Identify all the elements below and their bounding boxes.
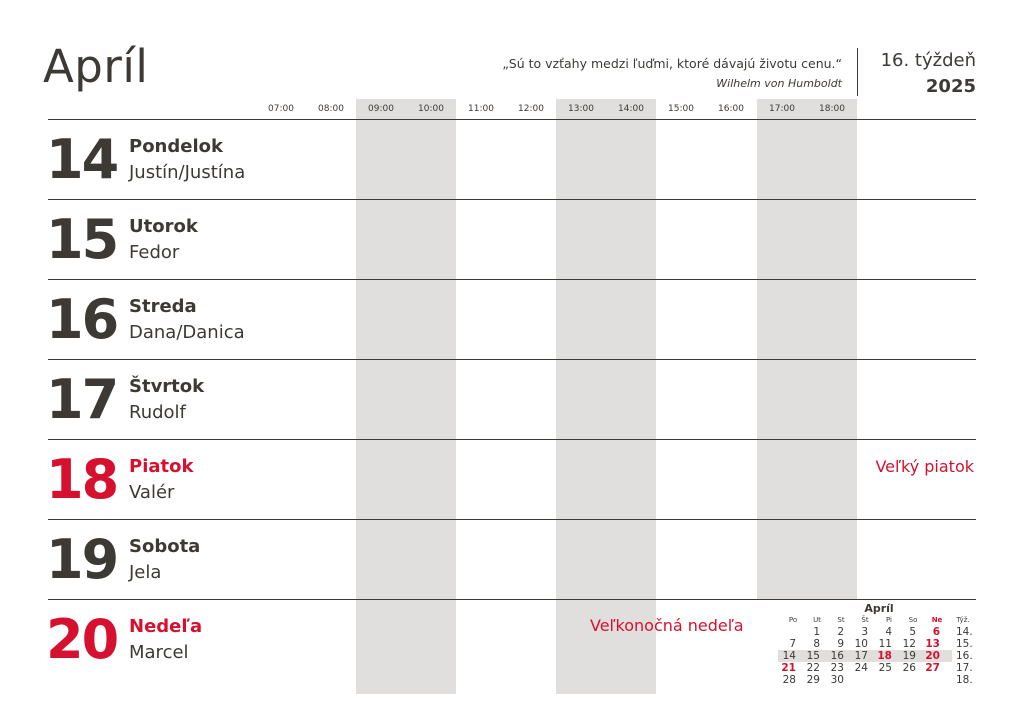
quote-author: Wilhelm von Humboldt <box>716 77 842 90</box>
day-number: 16 <box>46 288 118 351</box>
mini-day: 9 <box>837 638 844 650</box>
mini-week-number: 18. <box>956 674 973 686</box>
mini-day: 28 <box>782 674 796 686</box>
mini-day: 8 <box>813 638 820 650</box>
hour-label: 12:00 <box>518 104 544 114</box>
mini-day: 1 <box>813 626 820 638</box>
mini-day: 25 <box>878 662 892 674</box>
mini-week-number: 16. <box>956 650 973 662</box>
mini-header: Št <box>861 616 869 624</box>
row-divider <box>48 199 976 200</box>
mini-day-sunday: 6 <box>932 626 940 638</box>
day-name: Streda <box>129 296 197 317</box>
day-name: Utorok <box>129 216 198 237</box>
mini-day: 12 <box>902 638 916 650</box>
day-number: 14 <box>46 128 118 191</box>
mini-day: 3 <box>861 626 868 638</box>
day-name: Sobota <box>129 536 201 557</box>
mini-header: Ut <box>813 616 821 624</box>
name-day: Rudolf <box>129 402 186 423</box>
mini-header: Pi <box>885 616 892 624</box>
mini-day-holiday: 21 <box>781 662 796 674</box>
mini-week-number: 17. <box>956 662 973 674</box>
hour-label: 13:00 <box>568 104 594 114</box>
mini-day: 17 <box>854 650 868 662</box>
row-divider <box>48 439 976 440</box>
mini-week-number: 15. <box>956 638 973 650</box>
mini-day: 2 <box>837 626 844 638</box>
mini-day: 23 <box>830 662 844 674</box>
mini-day: 29 <box>806 674 820 686</box>
day-name: Pondelok <box>129 136 223 157</box>
mini-week-number: 14. <box>956 626 973 638</box>
hour-label: 15:00 <box>668 104 694 114</box>
day-number: 15 <box>46 208 118 271</box>
name-day: Marcel <box>129 642 189 663</box>
hour-label: 09:00 <box>368 104 394 114</box>
shade-column-09-10 <box>356 99 456 694</box>
hour-label: 16:00 <box>718 104 744 114</box>
shade-column-17-18 <box>757 99 857 599</box>
day-number-holiday: 18 <box>46 448 118 511</box>
row-divider <box>48 359 976 360</box>
header-divider <box>857 48 858 96</box>
hour-label: 11:00 <box>468 104 494 114</box>
shade-column-13-14 <box>556 99 656 694</box>
holiday-label: Veľkonočná nedeľa <box>590 616 744 635</box>
mini-day: 30 <box>830 674 844 686</box>
mini-day: 16 <box>830 650 844 662</box>
name-day: Dana/Danica <box>129 322 245 343</box>
mini-day-sunday: 20 <box>925 650 940 662</box>
mini-day: 4 <box>885 626 892 638</box>
mini-day: 5 <box>909 626 916 638</box>
mini-day: 7 <box>789 638 796 650</box>
row-divider <box>48 519 976 520</box>
mini-header: Týž. <box>956 616 970 624</box>
hour-label: 10:00 <box>418 104 444 114</box>
hour-label: 17:00 <box>769 104 795 114</box>
day-number: 19 <box>46 528 118 591</box>
year-label: 2025 <box>925 76 976 97</box>
mini-day: 19 <box>902 650 916 662</box>
mini-day: 10 <box>854 638 868 650</box>
month-title: Apríl <box>43 40 149 93</box>
row-divider <box>48 279 976 280</box>
name-day: Valér <box>129 482 175 503</box>
mini-header: Po <box>788 616 798 624</box>
week-number: 16. týždeň <box>880 50 976 71</box>
mini-day: 11 <box>878 638 892 650</box>
holiday-label: Veľký piatok <box>875 457 974 476</box>
hour-label: 07:00 <box>268 104 294 114</box>
mini-day-holiday: 18 <box>877 650 892 662</box>
hour-label: 14:00 <box>618 104 644 114</box>
mini-day: 24 <box>854 662 868 674</box>
mini-calendar-title: Apríl <box>864 602 894 615</box>
day-name-holiday: Piatok <box>129 456 194 477</box>
mini-header-sunday: Ne <box>931 616 943 624</box>
row-divider <box>48 119 976 120</box>
day-name: Štvrtok <box>129 376 205 397</box>
mini-day: 22 <box>806 662 820 674</box>
name-day: Jela <box>129 562 162 583</box>
mini-day: 15 <box>806 650 820 662</box>
mini-header: St <box>837 616 845 624</box>
mini-day: 26 <box>902 662 916 674</box>
day-name-holiday: Nedeľa <box>129 616 203 637</box>
hour-label: 08:00 <box>318 104 344 114</box>
day-number-holiday: 20 <box>46 608 118 671</box>
quote-text: „Sú to vzťahy medzi ľuďmi, ktoré dávajú životu cenu.“ <box>502 56 842 71</box>
row-divider <box>48 599 976 600</box>
hour-label: 18:00 <box>819 104 845 114</box>
day-number: 17 <box>46 368 118 431</box>
mini-header: So <box>908 616 918 624</box>
mini-day-sunday: 13 <box>925 638 940 650</box>
mini-day: 14 <box>782 650 796 662</box>
mini-day-sunday: 27 <box>925 662 940 674</box>
name-day: Fedor <box>129 242 180 263</box>
name-day: Justín/Justína <box>129 162 246 183</box>
mini-calendar <box>780 602 978 690</box>
